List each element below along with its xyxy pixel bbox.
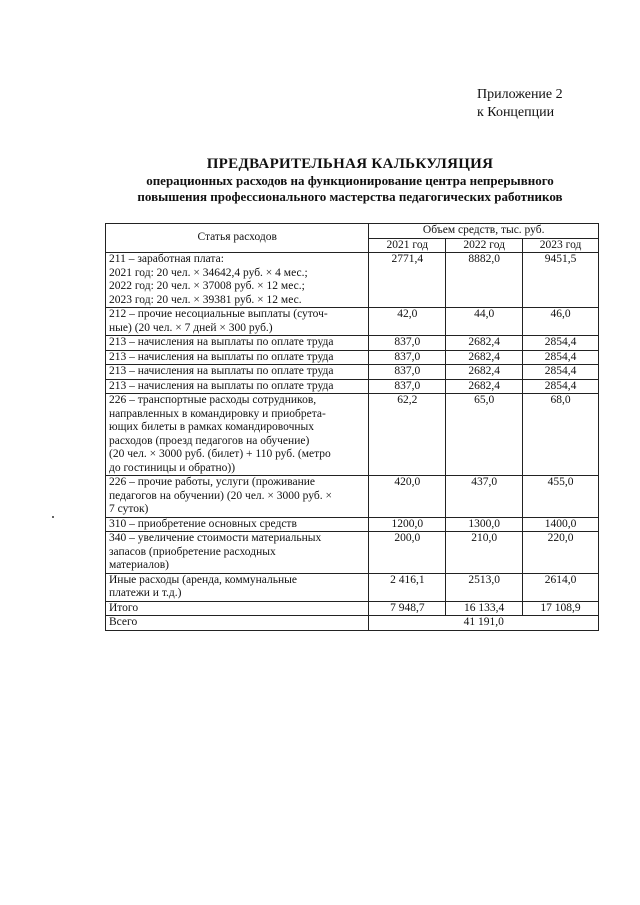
row-value-2021: 837,0 — [369, 365, 446, 380]
row-value-2021: 2 416,1 — [369, 573, 446, 601]
table-row-total — [106, 616, 599, 631]
header-year-2022: 2022 год — [446, 238, 523, 253]
table-header-row — [106, 224, 599, 239]
row-label-line: (20 чел. × 3000 руб. (билет) + 110 руб. (метро — [109, 448, 331, 460]
header-item: Статья расходов — [106, 224, 369, 253]
row-value-2021: 42,0 — [369, 308, 446, 336]
row-value-2022: 16 133,4 — [446, 601, 523, 616]
row-value-2022: 2682,4 — [446, 336, 523, 351]
row-value-2021: 7 948,7 — [369, 601, 446, 616]
row-label — [106, 394, 369, 476]
row-label-line: расходов (проезд педагогов на обучение) — [109, 434, 310, 447]
row-label-line: 2021 год: 20 чел. × 34642,4 руб. × 4 мес.; — [109, 266, 308, 279]
table-row — [106, 573, 599, 601]
row-label-line: материалов) — [109, 559, 169, 571]
row-label — [106, 517, 369, 532]
document-subtitle-line-2: повышения профессионального мастерства педагогических работников — [137, 189, 563, 204]
row-label — [106, 336, 369, 351]
total-label: Всего — [106, 616, 369, 631]
document-heading — [80, 155, 620, 205]
table-row — [106, 476, 599, 518]
table-row — [106, 517, 599, 532]
row-value-2022: 2682,4 — [446, 365, 523, 380]
row-label-line: педагогов на обучении) (20 чел. × 3000 руб. × — [109, 489, 332, 502]
row-label — [106, 379, 369, 394]
row-label-line: запасов (приобретение расходных — [109, 545, 276, 558]
table-row — [106, 532, 599, 574]
row-label-line: ющих билеты в рамках командировочных — [109, 421, 314, 433]
total-value: 41 191,0 — [369, 616, 599, 631]
row-label — [106, 476, 369, 518]
row-value-2021: 1200,0 — [369, 517, 446, 532]
row-value-2023: 2854,4 — [523, 365, 599, 380]
row-value-2023: 1400,0 — [523, 517, 599, 532]
row-label-line: 310 – приобретение основных средств — [109, 517, 297, 530]
row-value-2022: 65,0 — [446, 394, 523, 476]
table-row — [106, 394, 599, 476]
row-label-line: 2022 год: 20 чел. × 37008 руб. × 12 мес.; — [109, 280, 305, 292]
row-value-2021: 200,0 — [369, 532, 446, 574]
row-label-line: 340 – увеличение стоимости материальных — [109, 532, 322, 544]
row-label-line: 226 – прочие работы, услуги (проживание — [109, 476, 316, 488]
row-label-line: до гостиницы и обратно)) — [109, 461, 236, 474]
row-value-2023: 220,0 — [523, 532, 599, 574]
row-value-2021: 62,2 — [369, 394, 446, 476]
row-label-line: 213 – начисления на выплаты по оплате труда — [109, 365, 334, 377]
header-volume: Объем средств, тыс. руб. — [369, 224, 599, 239]
row-value-2021: 837,0 — [369, 350, 446, 365]
row-value-2022: 2513,0 — [446, 573, 523, 601]
calculation-table — [105, 223, 599, 631]
row-label-line: 213 – начисления на выплаты по оплате труда — [109, 336, 334, 348]
table-row — [106, 601, 599, 616]
row-value-2021: 2771,4 — [369, 253, 446, 308]
appendix-note — [477, 86, 563, 122]
row-value-2021: 837,0 — [369, 336, 446, 351]
row-label — [106, 308, 369, 336]
row-value-2023: 2854,4 — [523, 336, 599, 351]
table-row — [106, 253, 599, 308]
table-row — [106, 308, 599, 336]
row-value-2022: 210,0 — [446, 532, 523, 574]
table-row — [106, 350, 599, 365]
row-value-2023: 455,0 — [523, 476, 599, 518]
table-row — [106, 365, 599, 380]
row-label-line: платежи и т.д.) — [109, 587, 182, 599]
row-value-2023: 68,0 — [523, 394, 599, 476]
appendix-line-1: Приложение 2 — [477, 87, 563, 102]
row-value-2022: 8882,0 — [446, 253, 523, 308]
header-year-2023: 2023 год — [523, 238, 599, 253]
row-value-2023: 46,0 — [523, 308, 599, 336]
row-value-2023: 9451,5 — [523, 253, 599, 308]
row-label-line: 226 – транспортные расходы сотрудников, — [109, 394, 317, 406]
row-label — [106, 365, 369, 380]
row-label — [106, 601, 369, 616]
row-value-2022: 2682,4 — [446, 350, 523, 365]
row-label-line: 211 – заработная плата: — [109, 253, 224, 265]
row-value-2023: 2854,4 — [523, 350, 599, 365]
row-label — [106, 573, 369, 601]
row-value-2023: 2854,4 — [523, 379, 599, 394]
row-value-2022: 437,0 — [446, 476, 523, 518]
row-label — [106, 253, 369, 308]
document-subtitle-line-1: операционных расходов на функционирование центра непрерывного — [146, 173, 554, 188]
row-label-line: 7 суток) — [109, 503, 149, 515]
row-label-line: 213 – начисления на выплаты по оплате труда — [109, 379, 334, 392]
row-label-line: направленных в командировку и приобрета- — [109, 407, 326, 420]
row-label-line: Итого — [109, 601, 139, 614]
row-value-2022: 2682,4 — [446, 379, 523, 394]
row-label-line: ные) (20 чел. × 7 дней × 300 руб.) — [109, 321, 273, 334]
table-body — [106, 253, 599, 631]
appendix-line-2: к Концепции — [477, 105, 555, 120]
table-row — [106, 379, 599, 394]
row-label-line: 213 – начисления на выплаты по оплате труда — [109, 350, 334, 363]
row-label-line: 2023 год: 20 чел. × 39381 руб. × 12 мес. — [109, 293, 302, 306]
table-row — [106, 336, 599, 351]
row-value-2022: 1300,0 — [446, 517, 523, 532]
row-label — [106, 350, 369, 365]
scan-speck — [52, 516, 54, 518]
row-label-line: 212 – прочие несоциальные выплаты (суточ- — [109, 308, 328, 320]
row-value-2021: 837,0 — [369, 379, 446, 394]
row-label-line: Иные расходы (аренда, коммунальные — [109, 573, 297, 586]
row-value-2023: 2614,0 — [523, 573, 599, 601]
row-value-2023: 17 108,9 — [523, 601, 599, 616]
document-title: ПРЕДВАРИТЕЛЬНАЯ КАЛЬКУЛЯЦИЯ — [206, 156, 494, 172]
row-value-2021: 420,0 — [369, 476, 446, 518]
header-year-2021: 2021 год — [369, 238, 446, 253]
row-value-2022: 44,0 — [446, 308, 523, 336]
row-label — [106, 532, 369, 574]
